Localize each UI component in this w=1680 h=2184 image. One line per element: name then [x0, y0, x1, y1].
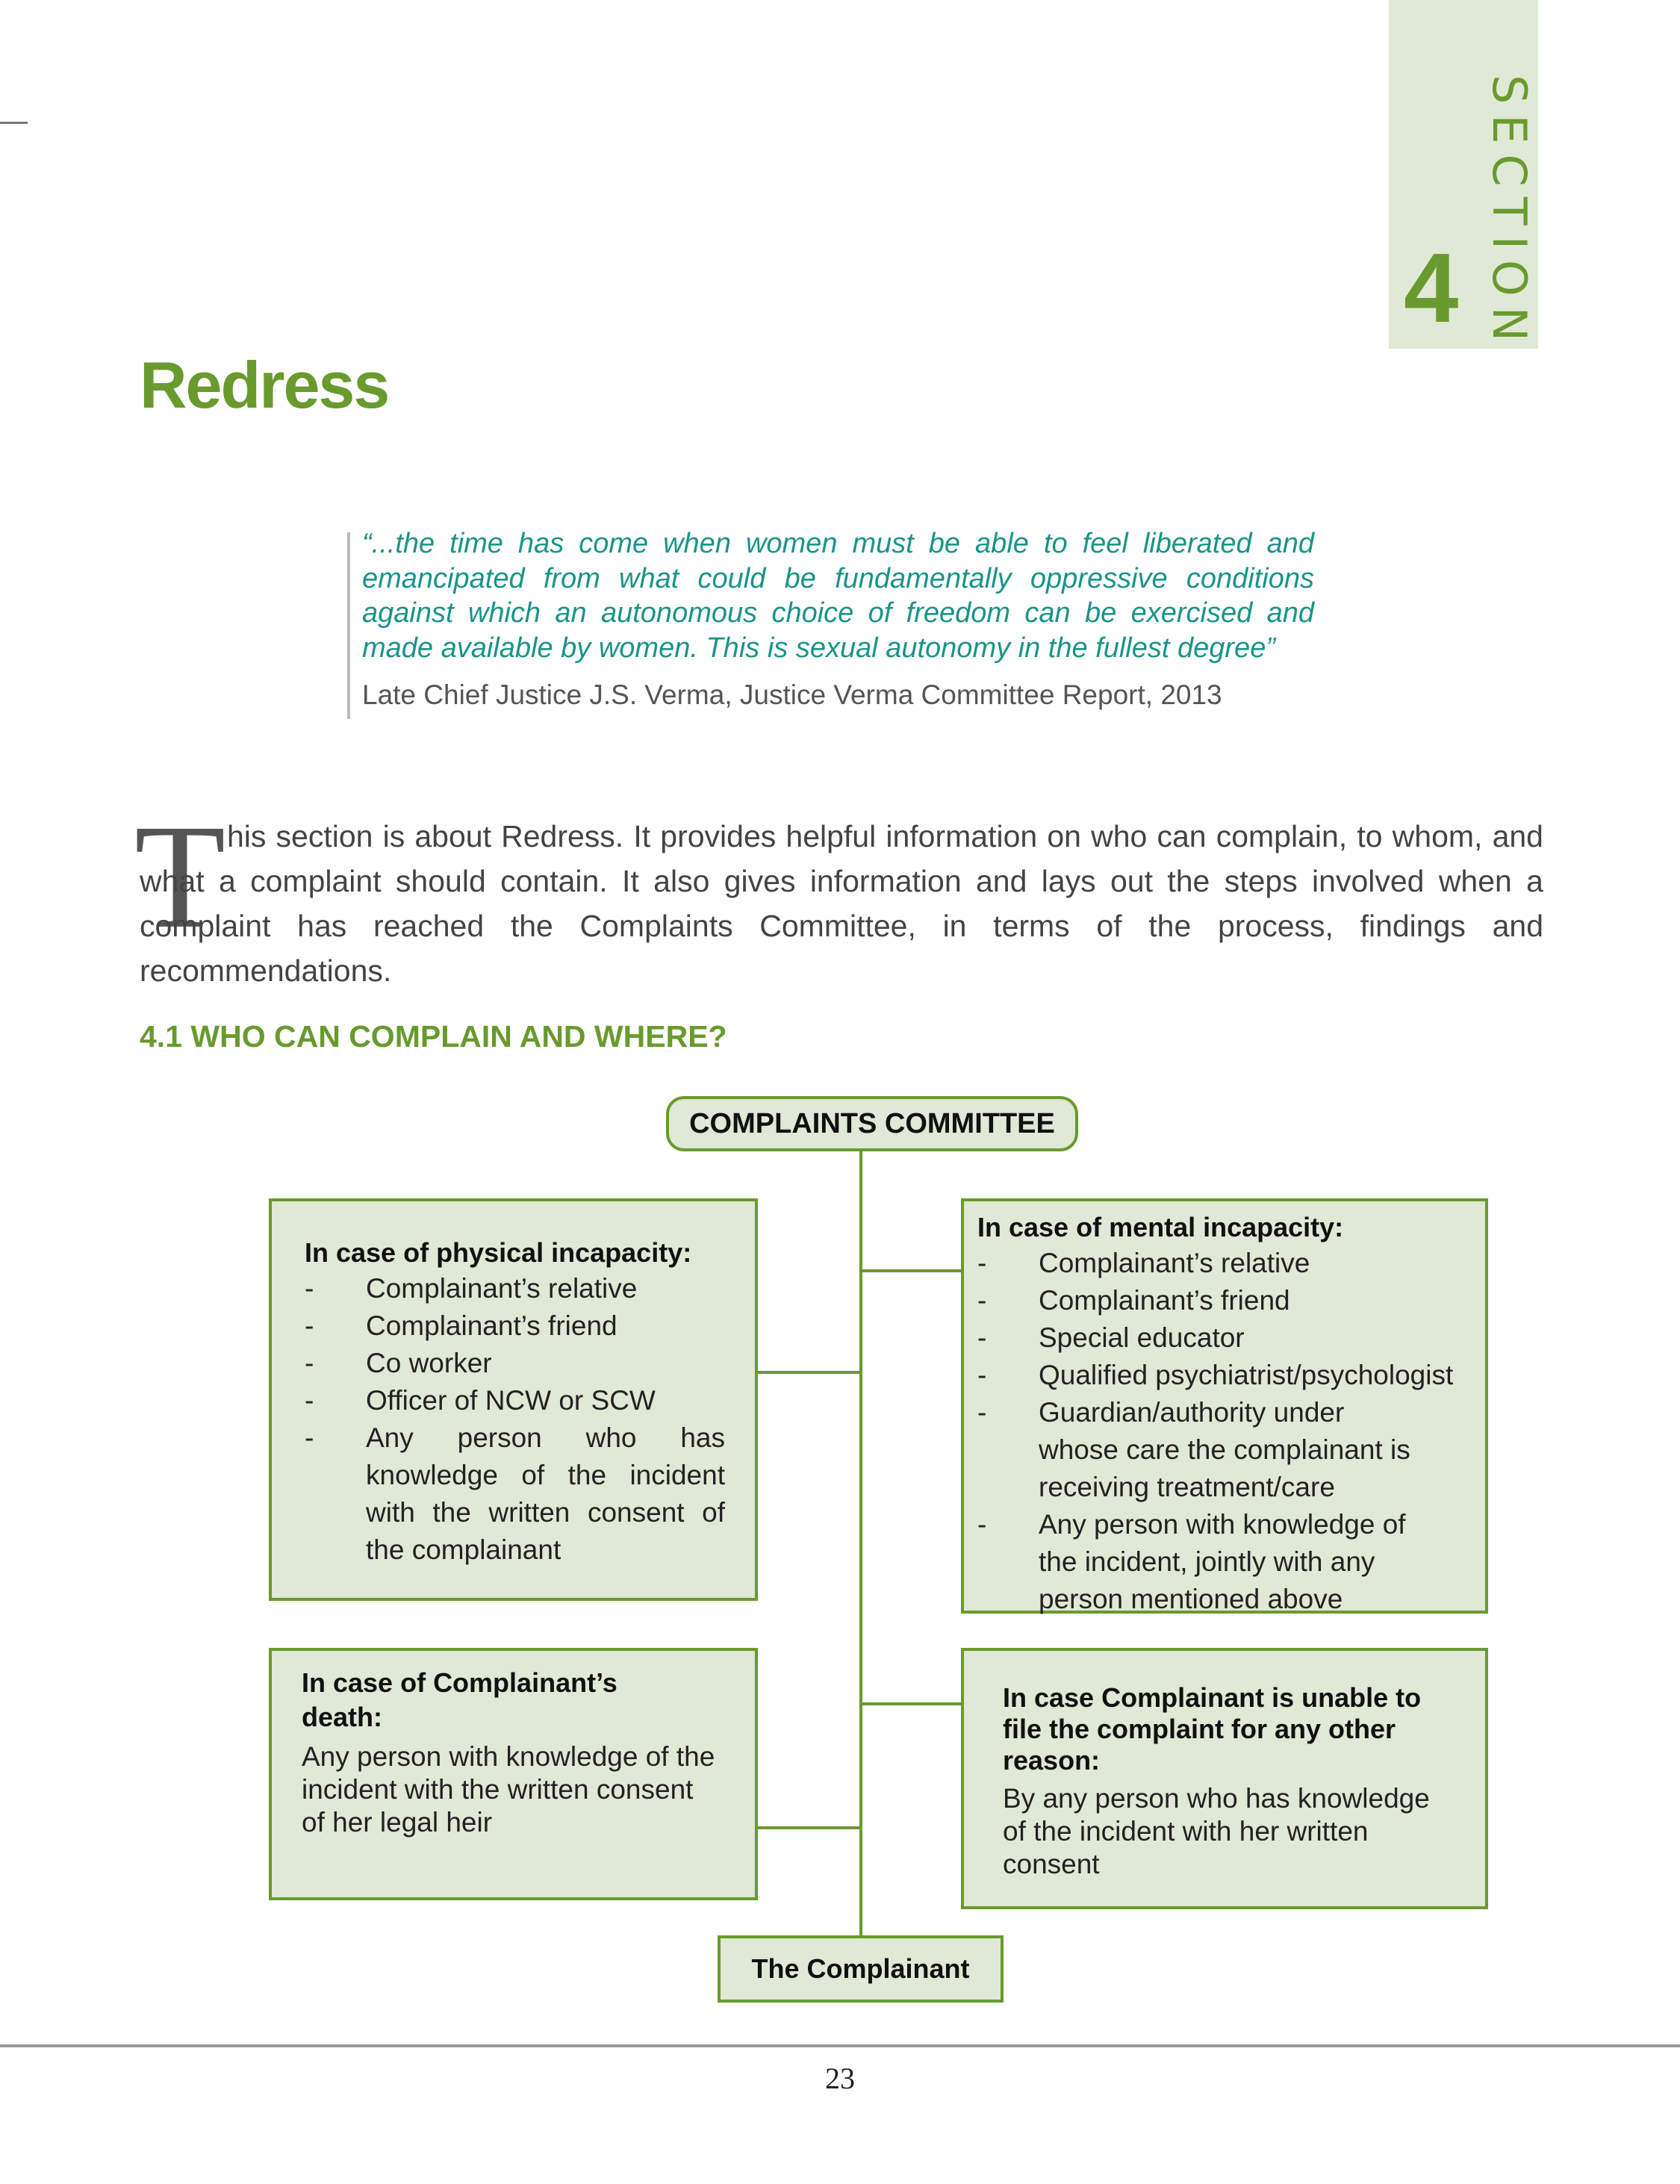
list-item [977, 1282, 1475, 1319]
mental-list [977, 1245, 1475, 1618]
list-item [977, 1506, 1475, 1618]
list-item-text: Any person who has knowledge of the incident with the written consent of the complainant [366, 1422, 725, 1565]
complainant-box [718, 1935, 1004, 2003]
margin-mark [0, 122, 28, 124]
list-item-text: Any person with knowledge of the incident, jointly with any person mentioned above [1039, 1509, 1406, 1614]
box-heading: In case of mental incapacity: [977, 1212, 1344, 1242]
complaints-committee-box [666, 1096, 1078, 1151]
list-item-text: Complainant’s relative [366, 1273, 638, 1304]
bullet-dash: - [305, 1422, 314, 1453]
list-item [977, 1319, 1475, 1357]
list-item-text: Co worker [366, 1348, 492, 1378]
physical-incapacity-box [269, 1198, 758, 1601]
list-item-text: Guardian/authority under whose care the complainant is receiving treatment/care [1039, 1397, 1410, 1502]
bullet-dash: - [305, 1385, 314, 1416]
box-text: Any person with knowledge of the incident with the written consent of her legal heir [302, 1741, 715, 1838]
bullet-dash: - [977, 1509, 987, 1540]
bullet-dash: - [977, 1360, 987, 1390]
connector-physical [756, 1371, 861, 1374]
section-label: SECTION [1482, 75, 1537, 352]
list-item [305, 1345, 725, 1382]
list-item [305, 1382, 725, 1419]
list-item-text: Officer of NCW or SCW [366, 1385, 656, 1416]
list-item [977, 1394, 1475, 1506]
list-item [977, 1245, 1475, 1282]
complaints-committee-label: COMPLAINTS COMMITTEE [689, 1108, 1055, 1139]
bullet-dash: - [977, 1248, 987, 1278]
section-number: 4 [1404, 233, 1459, 343]
quote-bar [347, 532, 350, 719]
list-item-text: Complainant’s friend [1039, 1285, 1290, 1316]
list-item-text: Qualified psychiatrist/psychologist [1039, 1360, 1454, 1390]
drop-cap: T [134, 794, 226, 959]
intro-paragraph: his section is about Redress. It provides helpful information on who can complain, to whom, and what a complaint should contain. It also gives information and lays out the steps involved when a complaint has reached the Complaints Committee, in terms of the process, findings and recommendations. [140, 819, 1543, 988]
connector-death [756, 1826, 861, 1829]
quote-attribution: Late Chief Justice J.S. Verma, Justice Verma Committee Report, 2013 [362, 679, 1222, 710]
box-text: By any person who has knowledge of the incident with her written consent [1003, 1783, 1430, 1879]
bullet-dash: - [977, 1285, 987, 1316]
bullet-dash: - [305, 1348, 314, 1378]
bullet-dash: - [305, 1273, 314, 1304]
connector-mental [861, 1269, 961, 1272]
physical-list [305, 1270, 725, 1569]
footer-divider [0, 2044, 1680, 2047]
bullet-dash: - [305, 1310, 314, 1341]
death-box [269, 1648, 758, 1900]
box-heading: In case of Complainant’s death: [302, 1667, 617, 1732]
bullet-dash: - [977, 1322, 987, 1353]
list-item [977, 1357, 1475, 1394]
page-number: 23 [825, 2062, 855, 2095]
mental-incapacity-box [961, 1198, 1488, 1614]
connector-other [861, 1702, 961, 1705]
complainant-label: The Complainant [751, 1953, 970, 1984]
quote-text: “...the time has come when women must be able to feel liberated and emancipated from what could be fundamentally oppressive conditions against which an autonomous choice of freedom can be exercised and made available by women. This is sexual autonomy in the fullest degree” [362, 528, 1314, 664]
box-heading: In case of physical incapacity: [305, 1237, 692, 1268]
page-title: Redress [140, 348, 389, 422]
subheading: 4.1 WHO CAN COMPLAIN AND WHERE? [140, 1019, 727, 1054]
list-item [305, 1270, 725, 1307]
list-item-text: Special educator [1039, 1322, 1245, 1353]
bullet-dash: - [977, 1397, 987, 1428]
list-item [305, 1419, 725, 1569]
other-reason-box [961, 1648, 1488, 1909]
connector-vertical [859, 1150, 862, 1937]
list-item-text: Complainant’s relative [1039, 1248, 1310, 1278]
box-heading: In case Complainant is unable to file the complaint for any other reason: [1003, 1682, 1422, 1776]
section-tab [1389, 0, 1538, 352]
list-item [305, 1307, 725, 1345]
list-item-text: Complainant’s friend [366, 1310, 617, 1341]
